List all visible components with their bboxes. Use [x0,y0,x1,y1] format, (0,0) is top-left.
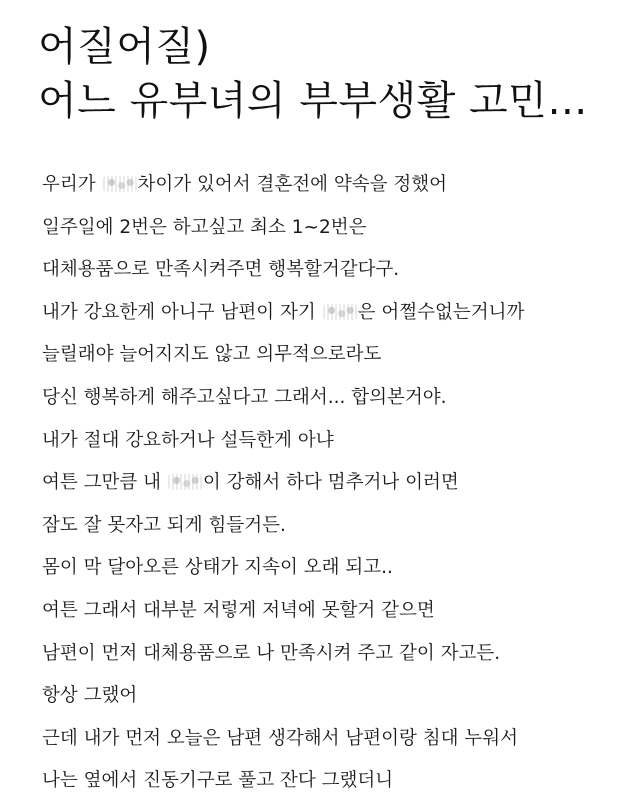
body-line [42,547,524,590]
body-line-text: 일주일에 2번은 하고싶고 최소 1~2번은 [42,216,367,238]
body-line [42,420,524,463]
body-line-text: 여튼 그래서 대부분 저렇게 저녁에 못할거 같으면 [42,599,435,621]
body-line-text: 은 어쩔수없는거니까 [357,301,525,323]
body-line-text: 대체용품으로 만족시켜주면 행복할거같다구. [42,259,400,281]
body-line [42,633,524,676]
post-title-line-2: 어느 유부녀의 부부생활 고민… [38,78,588,124]
body-line-text: 몸이 막 달아오른 상태가 지속이 오래 되고.. [42,557,393,579]
body-line-text: 여튼 그만큼 내 [42,472,167,494]
body-line-text: 우리가 [42,174,102,195]
body-line [42,164,524,207]
censored-word-blur [168,474,202,490]
post-title [38,20,588,128]
body-line [42,718,524,761]
body-line [42,505,524,548]
body-line-text: 이 강해서 하다 멈추거나 이러면 [202,472,459,494]
body-line [42,675,524,718]
body-line [42,249,524,292]
body-line [42,207,524,250]
body-line [42,590,524,633]
body-line-text: 근데 내가 먼저 오늘은 남편 생각해서 남편이랑 침대 누워서 [42,727,518,749]
body-line-text: 내가 절대 강요하거나 설득한게 아냐 [42,429,334,451]
body-line-text: 내가 강요한게 아니구 남편이 자기 [42,301,322,323]
post-title-line-1: 어질어질) [38,24,211,70]
body-line-text: 늘릴래야 늘어지지도 않고 의무적으로라도 [42,344,382,366]
body-line-text: 차이가 있어서 결혼전에 약속을 정했어 [137,174,447,195]
post-body [42,164,524,803]
body-line-text: 남편이 먼저 대체용품으로 나 만족시켜 주고 같이 자고든. [42,642,501,664]
body-line [42,760,524,803]
body-line [42,292,524,335]
censored-word-blur [103,176,137,192]
body-line-text: 당신 행복하게 해주고싶다고 그래서... 합의본거야. [42,386,447,408]
body-line-text: 잠도 잘 못자고 되게 힘들거든. [42,514,286,536]
body-line [42,462,524,505]
body-line [42,334,524,377]
body-line-text: 항상 그랬어 [42,685,138,707]
censored-word-blur [323,304,357,320]
body-line [42,377,524,420]
body-line-text: 나는 옆에서 진동기구로 풀고 잔다 그랬더니 [42,770,394,792]
